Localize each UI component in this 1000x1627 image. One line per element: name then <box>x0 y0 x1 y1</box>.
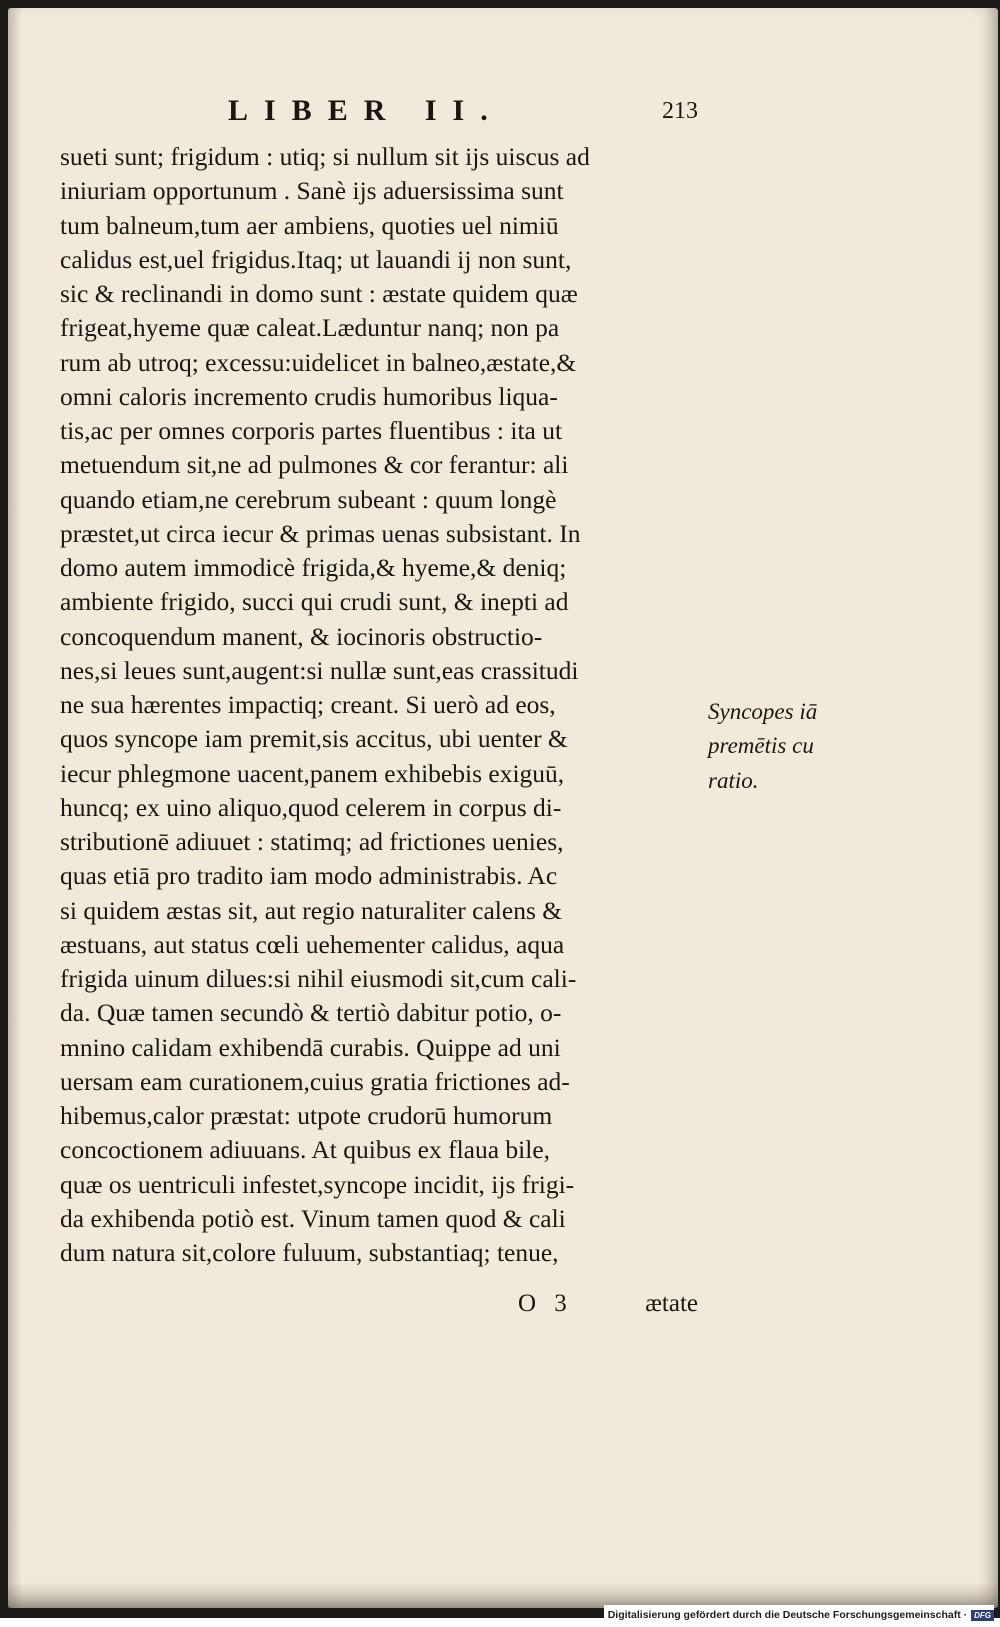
marginal-note-line: Syncopes iā <box>708 699 818 724</box>
text-line: rum ab utroq; excessu:uidelicet in balneo,æstate,& <box>60 347 577 377</box>
text-line: quas etiā pro tradito iam modo administrabis. Ac <box>60 861 558 891</box>
text-line: quos syncope iam premit,sis accitus, ubi uenter & <box>60 724 568 754</box>
text-line: sic & reclinandi in domo sunt : æstate quidem quæ <box>60 279 578 308</box>
text-line: stributionē adiuuet : statimq; ad frictiones uenies, <box>60 827 564 856</box>
text-line: dum natura sit,colore fuluum, substantiaq; tenue, <box>60 1238 559 1267</box>
text-line: tis,ac per omnes corporis partes fluentibus : ita ut <box>60 416 563 445</box>
marginal-note-line: premētis cu <box>708 733 814 759</box>
page-number: 213 <box>662 98 698 124</box>
text-line: quando etiam,ne cerebrum subeant : quum longè <box>60 484 557 514</box>
text-line: domo autem immodicè frigida,& hyeme,& deniq; <box>60 553 567 582</box>
dfg-logo: DFG <box>971 1610 994 1621</box>
text-line: huncq; ex uino aliquo,quod celerem in corpus di- <box>60 792 562 822</box>
marginal-note-line: ratio. <box>708 767 759 793</box>
signature-mark: O 3 <box>518 1290 573 1317</box>
text-line: ambiente frigido, succi qui crudi sunt, & inepti ad <box>60 587 569 617</box>
text-line: calidus est,uel frigidus.Itaq; ut lauandi ij non sunt, <box>60 244 572 274</box>
text-line: iecur phlegmone uacent,panem exhibebis exiguū, <box>60 758 565 788</box>
text-line: tum balneum,tum aer ambiens, quoties uel nimiū <box>60 210 559 240</box>
digitization-credit <box>604 1605 994 1625</box>
text-line: concoquendum manent, & iocinoris obstructio- <box>60 621 543 651</box>
text-line: omni caloris incremento crudis humoribus liqua- <box>60 381 558 411</box>
running-title: LIBER II. <box>228 94 504 127</box>
credit-text: Digitalisierung gefördert durch die Deutsche Forschungsgemeinschaft · <box>607 1609 968 1622</box>
text-line: mnino calidam exhibendā curabis. Quippe ad uni <box>60 1032 561 1062</box>
text-line: sueti sunt; frigidum : utiq; si nullum sit ijs uiscus ad <box>60 142 590 171</box>
page-header <box>228 94 698 130</box>
text-line: concoctionem adiuuans. At quibus ex flaua bile, <box>60 1135 551 1165</box>
book-page <box>8 8 998 1608</box>
text-line: metuendum sit,ne ad pulmones & cor ferantur: ali <box>60 450 569 480</box>
body-text <box>60 140 700 1270</box>
text-line: iniuriam opportunum . Sanè ijs aduersissima sunt <box>60 176 564 206</box>
text-line: præstet,ut circa iecur & primas uenas subsistant. In <box>60 518 581 548</box>
text-line: hibemus,calor præstat: utpote crudorū humorum <box>60 1101 553 1130</box>
text-line: ne sua hærentes impactiq; creant. Si uerò ad eos, <box>60 690 556 719</box>
marginal-note <box>708 695 848 798</box>
text-line: frigida uinum dilues:si nihil eiusmodi sit,cum cali- <box>60 964 577 993</box>
text-line: quæ os uentriculi infestet,syncope incidit, ijs frigi- <box>60 1169 575 1199</box>
text-line: frigeat,hyeme quæ caleat.Læduntur nanq; non pa <box>60 313 560 343</box>
text-line: æstuans, aut status cœli uehementer calidus, aqua <box>60 929 565 959</box>
text-line: uersam eam curationem,cuius gratia frictiones ad- <box>60 1066 570 1096</box>
catchword: ætate <box>645 1290 698 1317</box>
text-line: si quidem æstas sit, aut regio naturaliter calens & <box>60 895 563 925</box>
text-line: da. Quæ tamen secundò & tertiò dabitur potio, o- <box>60 998 562 1028</box>
text-line: da exhibenda potiò est. Vinum tamen quod & cali <box>60 1203 566 1233</box>
text-line: nes,si leues sunt,augent:si nullæ sunt,eas crassitudi <box>60 655 579 685</box>
